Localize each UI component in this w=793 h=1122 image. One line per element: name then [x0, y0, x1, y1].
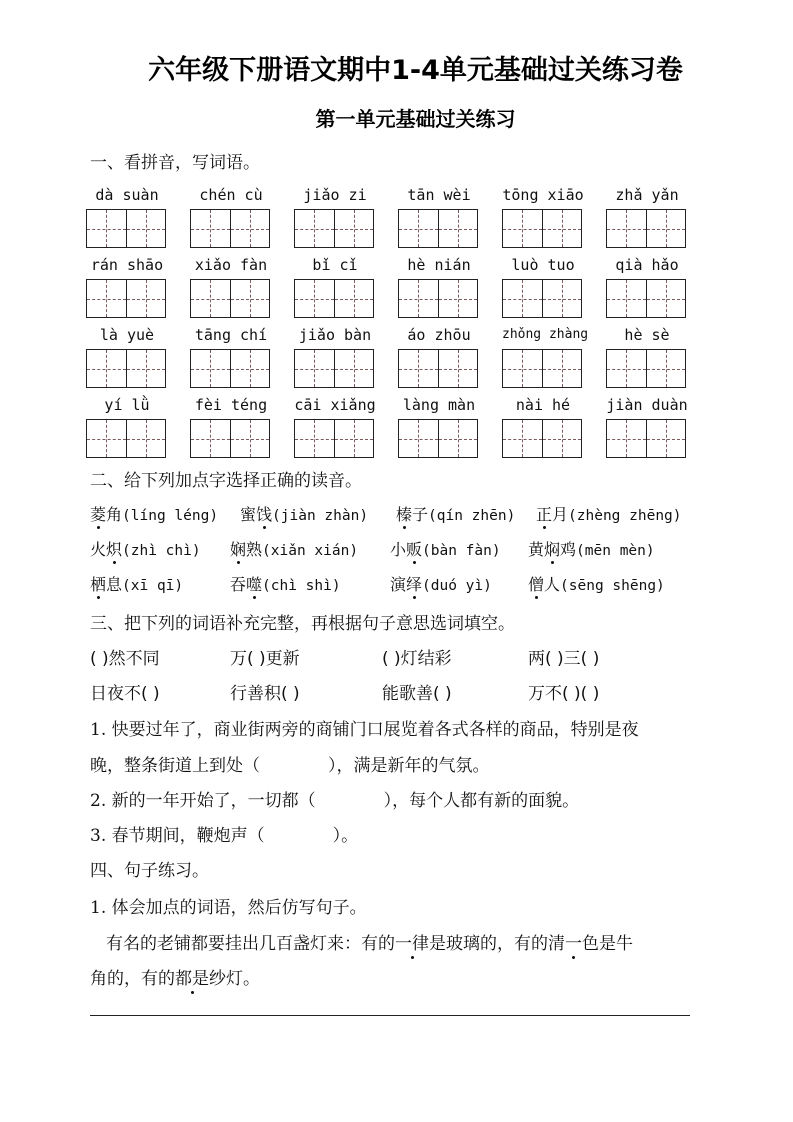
word-part: 子	[412, 505, 429, 524]
char-box[interactable]	[87, 350, 126, 387]
char-box[interactable]	[646, 210, 686, 247]
idiom-blank[interactable]: ( )灯结彩	[382, 649, 452, 669]
word-cell	[398, 254, 480, 276]
writing-boxes[interactable]	[190, 209, 270, 248]
writing-boxes[interactable]	[398, 419, 478, 458]
char-box[interactable]	[334, 420, 374, 457]
char-box[interactable]	[542, 280, 582, 317]
char-box[interactable]	[334, 280, 374, 317]
word-cell	[294, 324, 376, 346]
example-passage-line-1	[106, 929, 633, 954]
word-cell	[398, 324, 480, 346]
writing-boxes[interactable]	[190, 419, 270, 458]
dotted-char: 焖	[544, 540, 561, 559]
reading-choice-item	[240, 502, 368, 525]
word-cell	[606, 184, 688, 206]
grid-row	[86, 184, 696, 254]
reading-choice-item	[528, 572, 665, 595]
pinyin-options[interactable]: (zhèng zhēng)	[568, 508, 682, 524]
fill-sentence-2[interactable]: 2. 新的一年开始了，一切都（ ），每个人都有新的面貌。	[90, 791, 580, 811]
pinyin-label: nài hé	[515, 396, 571, 414]
reading-choice-item	[90, 537, 201, 560]
pinyin-label: qià hǎo	[615, 256, 679, 274]
reading-choice-item	[90, 502, 218, 525]
char-box[interactable]	[334, 210, 374, 247]
pinyin-label: tōng xiāo	[502, 186, 584, 204]
writing-boxes[interactable]	[502, 209, 582, 248]
pinyin-label: rán shāo	[90, 256, 164, 274]
reading-choice-item	[90, 572, 183, 595]
dotted-char: 菱	[90, 505, 107, 524]
pinyin-label: dà suàn	[95, 186, 159, 204]
char-box[interactable]	[438, 210, 478, 247]
word-part: 月	[552, 505, 569, 524]
writing-boxes[interactable]	[606, 419, 686, 458]
char-box[interactable]	[230, 210, 270, 247]
char-box[interactable]	[191, 210, 230, 247]
writing-boxes[interactable]	[606, 349, 686, 388]
char-box[interactable]	[295, 280, 334, 317]
char-box[interactable]	[191, 350, 230, 387]
char-box[interactable]	[542, 420, 582, 457]
pinyin-options[interactable]: (zhì chì)	[122, 543, 201, 559]
pinyin-options[interactable]: (xī qī)	[122, 578, 184, 594]
pinyin-options[interactable]: (duó yì)	[422, 578, 492, 594]
word-cell	[86, 184, 168, 206]
word-cell	[606, 394, 688, 416]
writing-boxes[interactable]	[86, 419, 166, 458]
section4-heading: 四、句子练习。	[90, 861, 209, 881]
writing-boxes[interactable]	[294, 209, 374, 248]
char-box[interactable]	[230, 350, 270, 387]
pinyin-label: xiǎo fàn	[194, 256, 268, 274]
fill-sentence-1a: 1. 快要过年了，商业街两旁的商铺门口展览着各式各样的商品，特别是夜	[90, 720, 639, 740]
word-part: 鸡	[560, 540, 577, 559]
word-cell	[502, 254, 584, 276]
writing-boxes[interactable]	[86, 349, 166, 388]
pinyin-options[interactable]: (bàn fàn)	[422, 543, 501, 559]
writing-boxes[interactable]	[398, 279, 478, 318]
reading-choice-item	[396, 502, 515, 525]
answer-line[interactable]	[90, 1015, 690, 1016]
writing-boxes[interactable]	[86, 279, 166, 318]
reading-choice-item	[536, 502, 682, 525]
pinyin-options[interactable]: (chì shì)	[262, 578, 341, 594]
char-box[interactable]	[438, 280, 478, 317]
writing-boxes[interactable]	[190, 349, 270, 388]
char-box[interactable]	[438, 350, 478, 387]
grid-row	[86, 394, 696, 464]
char-box[interactable]	[126, 280, 166, 317]
dotted-char: 栖	[90, 575, 107, 594]
pinyin-label: hè sè	[624, 326, 670, 344]
char-box[interactable]	[87, 210, 126, 247]
pinyin-options[interactable]: (jiàn zhàn)	[272, 508, 369, 524]
section2-heading: 二、给下列加点字选择正确的读音。	[90, 471, 362, 491]
word-cell	[294, 184, 376, 206]
char-box[interactable]	[295, 420, 334, 457]
grid-row	[86, 254, 696, 324]
pinyin-options[interactable]: (qín zhēn)	[428, 508, 516, 524]
word-part: 小	[390, 540, 407, 559]
char-box[interactable]	[87, 280, 126, 317]
idiom-blank[interactable]: 日夜不( )	[90, 684, 160, 704]
writing-boxes[interactable]	[86, 209, 166, 248]
word-cell	[190, 184, 272, 206]
char-box[interactable]	[646, 280, 686, 317]
pinyin-label: jiǎo bàn	[298, 326, 372, 344]
passage-text: 是牛	[599, 934, 633, 954]
pinyin-label: chén cù	[199, 186, 263, 204]
pinyin-label: zhǎ yǎn	[615, 186, 679, 204]
idiom-blank[interactable]: 两( )三( )	[528, 649, 600, 669]
pinyin-label: jiǎo zi	[303, 186, 367, 204]
dotted-char: 饯	[256, 505, 273, 524]
reading-choice-item	[230, 572, 341, 595]
pinyin-options[interactable]: (xiǎn xián)	[262, 543, 359, 559]
pinyin-label: luò tuo	[511, 256, 575, 274]
char-box[interactable]	[607, 210, 646, 247]
word-cell	[606, 254, 688, 276]
passage-text: 纱灯。	[209, 969, 260, 989]
idiom-blank[interactable]: ( )然不同	[90, 649, 160, 669]
pinyin-label: cāi xiǎng	[294, 396, 376, 414]
char-box[interactable]	[607, 280, 646, 317]
dotted-char: 榛	[396, 505, 413, 524]
char-box[interactable]	[230, 280, 270, 317]
reading-choice-item	[528, 537, 655, 560]
word-cell	[86, 394, 168, 416]
char-box[interactable]	[542, 210, 582, 247]
dotted-char: 炽	[106, 540, 123, 559]
char-box[interactable]	[399, 280, 438, 317]
word-cell	[190, 254, 272, 276]
writing-boxes[interactable]	[398, 349, 478, 388]
writing-boxes[interactable]	[502, 349, 582, 388]
example-passage-line-2	[90, 964, 260, 989]
pinyin-label: zhǒng zhàng	[502, 327, 589, 342]
dotted-phrase: 一律	[395, 934, 429, 954]
char-box[interactable]	[87, 420, 126, 457]
idiom-blank[interactable]: 能歌善( )	[382, 684, 452, 704]
dotted-char: 正	[536, 505, 553, 524]
char-box[interactable]	[399, 210, 438, 247]
pinyin-label: tān wèi	[407, 186, 471, 204]
writing-boxes[interactable]	[294, 349, 374, 388]
writing-boxes[interactable]	[502, 419, 582, 458]
char-box[interactable]	[399, 420, 438, 457]
reading-choice-item	[390, 572, 492, 595]
pinyin-label: yí lǜ	[104, 396, 150, 414]
char-box[interactable]	[646, 420, 686, 457]
word-cell	[294, 254, 376, 276]
passage-text: 是玻璃的，有的	[429, 934, 548, 954]
word-part: 演	[390, 575, 407, 594]
word-cell	[86, 324, 168, 346]
writing-boxes[interactable]	[606, 209, 686, 248]
writing-boxes[interactable]	[502, 279, 582, 318]
pinyin-label: bǐ cǐ	[312, 256, 358, 274]
reading-choice-item	[390, 537, 501, 560]
word-cell	[502, 324, 589, 346]
pinyin-options[interactable]: (sēng shēng)	[560, 578, 665, 594]
pinyin-options[interactable]: (mēn mèn)	[576, 543, 655, 559]
dotted-char: 噬	[246, 575, 263, 594]
fill-sentence-3[interactable]: 3. 春节期间，鞭炮声（ ）。	[90, 826, 359, 846]
idiom-blank[interactable]: 行善积( )	[230, 684, 300, 704]
char-box[interactable]	[503, 350, 542, 387]
page-title: 六年级下册语文期中1-4单元基础过关练习卷	[148, 55, 683, 86]
char-box[interactable]	[126, 420, 166, 457]
pinyin-label: jiàn duàn	[606, 396, 688, 414]
page-subtitle: 第一单元基础过关练习	[315, 107, 516, 131]
char-box[interactable]	[646, 350, 686, 387]
section1-heading: 一、看拼音，写词语。	[90, 153, 260, 173]
word-cell	[502, 184, 584, 206]
char-box[interactable]	[230, 420, 270, 457]
word-cell	[606, 324, 688, 346]
pinyin-options[interactable]: (líng léng)	[122, 508, 219, 524]
dotted-char: 贩	[406, 540, 423, 559]
passage-text: 有名的老铺都要挂出几百盏灯来：有的	[106, 934, 395, 954]
dotted-char: 僧	[528, 575, 545, 594]
dotted-char: 娴	[230, 540, 247, 559]
char-box[interactable]	[399, 350, 438, 387]
writing-boxes[interactable]	[190, 279, 270, 318]
char-box[interactable]	[503, 280, 542, 317]
word-part: 蜜	[240, 505, 257, 524]
char-box[interactable]	[503, 420, 542, 457]
word-part: 人	[544, 575, 561, 594]
char-box[interactable]	[503, 210, 542, 247]
char-box[interactable]	[295, 210, 334, 247]
pinyin-label: áo zhōu	[407, 326, 471, 344]
char-box[interactable]	[607, 350, 646, 387]
fill-sentence-1b[interactable]: 晚，整条街道上到处（ ），满是新年的气氛。	[90, 756, 490, 776]
writing-boxes[interactable]	[294, 419, 374, 458]
word-cell	[190, 324, 272, 346]
idiom-blank[interactable]: 万不( )( )	[528, 684, 600, 704]
word-part: 黄	[528, 540, 545, 559]
pinyin-label: tāng chí	[194, 326, 268, 344]
dotted-phrase: 都是	[175, 969, 209, 989]
dotted-phrase: 清一色	[548, 934, 599, 954]
word-part: 火	[90, 540, 107, 559]
pinyin-label: làng màn	[402, 396, 476, 414]
char-box[interactable]	[334, 350, 374, 387]
word-part: 角	[106, 505, 123, 524]
reading-choice-item	[230, 537, 358, 560]
char-box[interactable]	[607, 420, 646, 457]
word-part: 吞	[230, 575, 247, 594]
dotted-char: 绎	[406, 575, 423, 594]
word-cell	[86, 254, 168, 276]
pinyin-label: hè nián	[407, 256, 471, 274]
word-cell	[398, 184, 480, 206]
passage-text: 角的，有的	[90, 969, 175, 989]
writing-boxes[interactable]	[606, 279, 686, 318]
word-cell	[294, 394, 376, 416]
word-part: 熟	[246, 540, 263, 559]
char-box[interactable]	[438, 420, 478, 457]
writing-boxes[interactable]	[294, 279, 374, 318]
char-box[interactable]	[191, 420, 230, 457]
word-cell	[502, 394, 584, 416]
writing-boxes[interactable]	[398, 209, 478, 248]
word-part: 息	[106, 575, 123, 594]
char-box[interactable]	[191, 280, 230, 317]
grid-row	[86, 324, 696, 394]
char-box[interactable]	[126, 350, 166, 387]
word-cell	[398, 394, 480, 416]
pinyin-label: fèi téng	[194, 396, 268, 414]
section4-question-1: 1. 体会加点的词语，然后仿写句子。	[90, 898, 367, 918]
char-box[interactable]	[126, 210, 166, 247]
char-box[interactable]	[542, 350, 582, 387]
section3-heading: 三、把下列的词语补充完整，再根据句子意思选词填空。	[90, 614, 515, 634]
word-cell	[190, 394, 272, 416]
idiom-blank[interactable]: 万( )更新	[230, 649, 300, 669]
pinyin-label: là yuè	[99, 326, 155, 344]
char-box[interactable]	[295, 350, 334, 387]
